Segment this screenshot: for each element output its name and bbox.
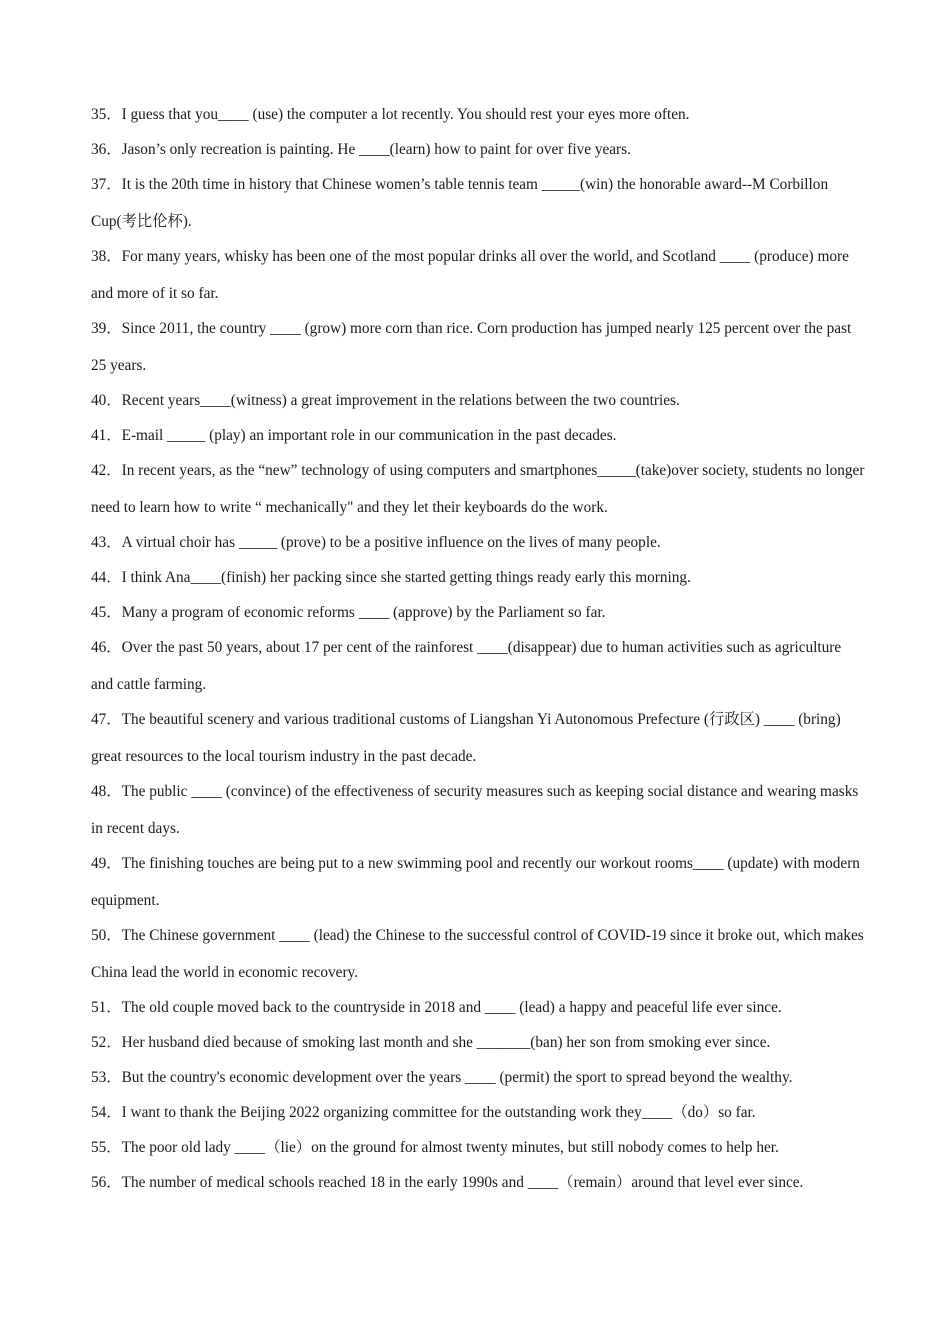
question-text: I think Ana____(finish) her packing since she started getting things ready early this morning. — [121, 569, 691, 586]
question-number: 47． — [91, 711, 122, 728]
question-number: 46． — [91, 639, 122, 656]
question-36 — [91, 131, 866, 168]
question-38 — [91, 238, 866, 312]
question-text: The Chinese government ____ (lead) the Chinese to the successful control of COVID-19 since it broke out, which makes China lead the world in economic recovery. — [91, 927, 864, 981]
question-53 — [91, 1059, 866, 1096]
question-56 — [91, 1164, 866, 1201]
question-text: A virtual choir has _____ (prove) to be a positive influence on the lives of many people. — [121, 534, 661, 551]
question-text: Over the past 50 years, about 17 per cent of the rainforest ____(disappear) due to human activities such as agriculture and cattle farming. — [91, 639, 842, 693]
question-number: 45． — [91, 604, 122, 621]
question-text: E-mail _____ (play) an important role in our communication in the past decades. — [121, 427, 617, 444]
question-35 — [91, 96, 866, 133]
question-number: 37． — [91, 176, 122, 193]
question-text: Since 2011, the country ____ (grow) more corn than rice. Corn production has jumped nearly 125 percent over the past 25 years. — [91, 320, 852, 374]
question-49 — [91, 845, 866, 919]
question-number: 56． — [91, 1174, 122, 1191]
question-54 — [91, 1094, 866, 1131]
question-text: For many years, whisky has been one of the most popular drinks all over the world, and Scotland ____ (produce) more and more of it so far. — [91, 248, 849, 302]
question-52 — [91, 1024, 866, 1061]
question-39 — [91, 310, 866, 384]
question-text: In recent years, as the “new” technology of using computers and smartphones_____(take)over society, students no longer need to learn how to write “ mechanically" and they let their keyboards do the work. — [91, 462, 865, 516]
question-text: The poor old lady ____（lie）on the ground for almost twenty minutes, but still nobody comes to help her. — [121, 1139, 779, 1156]
question-number: 42． — [91, 462, 122, 479]
question-text: Her husband died because of smoking last month and she _______(ban) her son from smoking ever since. — [121, 1034, 771, 1051]
question-number: 40． — [91, 392, 122, 409]
question-number: 38． — [91, 248, 122, 265]
question-55 — [91, 1129, 866, 1166]
question-number: 52． — [91, 1034, 122, 1051]
question-text: Recent years____(witness) a great improvement in the relations between the two countries. — [121, 392, 680, 409]
question-number: 50． — [91, 927, 122, 944]
question-number: 41． — [91, 427, 122, 444]
question-48 — [91, 773, 866, 847]
question-41 — [91, 417, 866, 454]
question-number: 35． — [91, 106, 122, 123]
question-text: I guess that you____ (use) the computer a lot recently. You should rest your eyes more often. — [121, 106, 690, 123]
question-text: I want to thank the Beijing 2022 organizing committee for the outstanding work they____（do）so far. — [121, 1104, 756, 1121]
question-number: 48． — [91, 783, 122, 800]
question-number: 36． — [91, 141, 122, 158]
question-number: 43． — [91, 534, 122, 551]
question-44 — [91, 559, 866, 596]
question-number: 39． — [91, 320, 122, 337]
question-text: But the country's economic development over the years ____ (permit) the sport to spread beyond the wealthy. — [121, 1069, 793, 1086]
question-text: It is the 20th time in history that Chinese women’s table tennis team _____(win) the honorable award--M Corbillon Cup(考比伦杯). — [91, 176, 829, 230]
question-text: Jason’s only recreation is painting. He ____(learn) how to paint for over five years. — [121, 141, 631, 158]
question-text: The public ____ (convince) of the effectiveness of security measures such as keeping social distance and wearing masks in recent days. — [91, 783, 859, 837]
question-number: 51． — [91, 999, 122, 1016]
question-text: The finishing touches are being put to a new swimming pool and recently our workout rooms____ (update) with modern equipment. — [91, 855, 860, 909]
question-42 — [91, 452, 866, 526]
question-text: The number of medical schools reached 18 in the early 1990s and ____（remain）around that level ever since. — [121, 1174, 804, 1191]
question-number: 55． — [91, 1139, 122, 1156]
question-text: The old couple moved back to the countryside in 2018 and ____ (lead) a happy and peaceful life ever since. — [121, 999, 782, 1016]
question-number: 49． — [91, 855, 122, 872]
question-list — [91, 96, 866, 1199]
question-number: 54． — [91, 1104, 122, 1121]
question-text: Many a program of economic reforms ____ (approve) by the Parliament so far. — [121, 604, 606, 621]
question-text: The beautiful scenery and various traditional customs of Liangshan Yi Autonomous Prefecture (行政区) ____ (bring) great resources to the local tourism industry in the past decade. — [91, 711, 841, 765]
question-43 — [91, 524, 866, 561]
question-47 — [91, 701, 866, 775]
question-51 — [91, 989, 866, 1026]
question-40 — [91, 382, 866, 419]
question-number: 44． — [91, 569, 122, 586]
question-number: 53． — [91, 1069, 122, 1086]
question-50 — [91, 917, 866, 991]
question-37 — [91, 166, 866, 240]
question-45 — [91, 594, 866, 631]
question-46 — [91, 629, 866, 703]
